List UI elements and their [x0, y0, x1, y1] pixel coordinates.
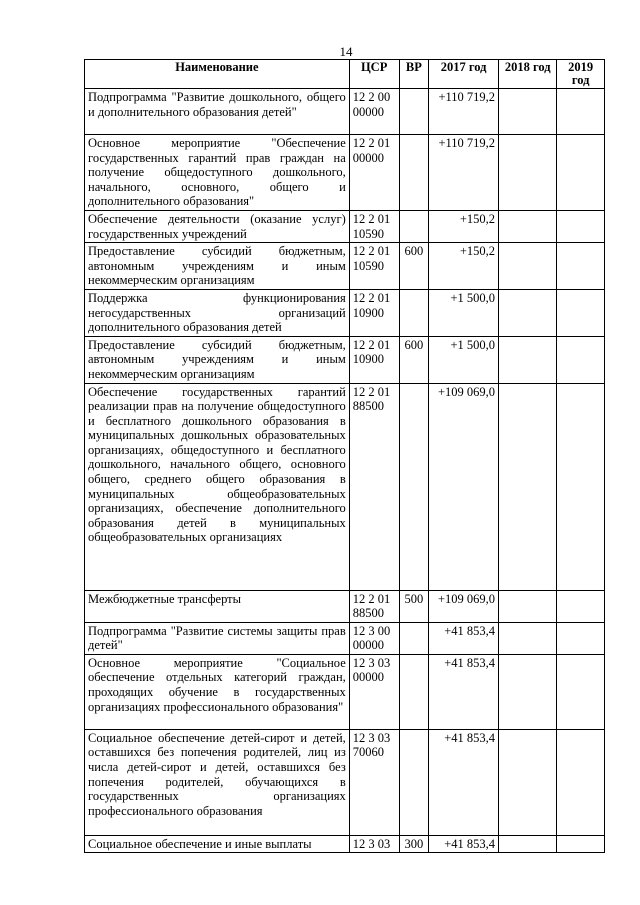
header-vr: ВР: [399, 60, 429, 89]
row-2019: [557, 210, 605, 242]
row-vr: [399, 383, 429, 590]
table-row: [85, 336, 605, 383]
row-csr: 12 2 01 10590: [349, 210, 399, 242]
row-2018: [499, 622, 557, 654]
row-2018: [499, 210, 557, 242]
header-2018: 2018 год: [499, 60, 557, 89]
row-csr: 12 3 03 70060: [349, 729, 399, 835]
table-row: [85, 89, 605, 135]
row-name: Подпрограмма "Развитие системы защиты прав детей": [85, 622, 350, 654]
row-vr: [399, 654, 429, 729]
row-2019: [557, 135, 605, 211]
row-2018: [499, 835, 557, 853]
row-2019: [557, 383, 605, 590]
row-2017: +110 719,2: [429, 135, 499, 211]
row-2019: [557, 289, 605, 336]
row-name: Подпрограмма "Развитие дошкольного, общего и дополнительного образования детей": [85, 89, 350, 135]
row-2018: [499, 654, 557, 729]
row-2019: [557, 336, 605, 383]
row-name: Основное мероприятие "Социальное обеспечение отдельных категорий граждан, проходящих обучение в государственных организациях профессионального образования": [85, 654, 350, 729]
row-2017: +41 853,4: [429, 729, 499, 835]
row-name: Обеспечение государственных гарантий реализации прав на получение общедоступного и бесплатного дошкольного образования в муниципальных дошкольных образовательных организациях, общедоступного и бесплатного дошкольного, начального общего, основного общего, среднего общего образования в муниципальных общеобразовательных организациях, обеспечение дополнительного образования детей в муниципальных общеобразовательных организациях: [85, 383, 350, 590]
page-number: 14: [339, 44, 353, 59]
table-row: [85, 654, 605, 729]
table-header-row: [85, 60, 605, 89]
table-row: [85, 590, 605, 622]
row-2017: +109 069,0: [429, 590, 499, 622]
row-2018: [499, 89, 557, 135]
row-vr: [399, 89, 429, 135]
table-row: [85, 243, 605, 290]
row-name: Основное мероприятие "Обеспечение государственных гарантий прав граждан на получение общедоступного дошкольного, начального, основного, общего и дополнительного образования": [85, 135, 350, 211]
row-2019: [557, 89, 605, 135]
row-2019: [557, 654, 605, 729]
row-name: Социальное обеспечение и иные выплаты: [85, 835, 350, 853]
header-name: Наименование: [85, 60, 350, 89]
row-2018: [499, 135, 557, 211]
row-2018: [499, 336, 557, 383]
table-row: [85, 135, 605, 211]
row-2018: [499, 729, 557, 835]
row-csr: 12 2 01 00000: [349, 135, 399, 211]
row-vr: [399, 135, 429, 211]
row-vr: [399, 622, 429, 654]
row-2017: +41 853,4: [429, 654, 499, 729]
row-vr: 500: [399, 590, 429, 622]
row-2019: [557, 622, 605, 654]
row-2017: +41 853,4: [429, 622, 499, 654]
table-row: [85, 383, 605, 590]
row-2018: [499, 383, 557, 590]
row-csr: 12 2 00 00000: [349, 89, 399, 135]
row-2019: [557, 590, 605, 622]
row-2018: [499, 243, 557, 290]
row-csr: 12 2 01 10900: [349, 289, 399, 336]
row-csr: 12 2 01 10900: [349, 336, 399, 383]
row-vr: [399, 289, 429, 336]
row-name: Предоставление субсидий бюджетным, автономным учреждениям и иным некоммерческим организациям: [85, 336, 350, 383]
row-2017: +150,2: [429, 243, 499, 290]
table-row: [85, 289, 605, 336]
table-row: [85, 622, 605, 654]
row-2017: +109 069,0: [429, 383, 499, 590]
header-csr: ЦСР: [349, 60, 399, 89]
table-row: [85, 835, 605, 853]
row-vr: 600: [399, 336, 429, 383]
header-2019: 2019 год: [557, 60, 605, 89]
row-vr: 600: [399, 243, 429, 290]
row-vr: [399, 729, 429, 835]
budget-table: [84, 59, 605, 853]
row-2017: +150,2: [429, 210, 499, 242]
row-2018: [499, 590, 557, 622]
row-name: Обеспечение деятельности (оказание услуг) государственных учреждений: [85, 210, 350, 242]
row-csr: 12 3 03 00000: [349, 654, 399, 729]
row-csr: 12 2 01 88500: [349, 590, 399, 622]
row-csr: 12 3 00 00000: [349, 622, 399, 654]
row-2017: +110 719,2: [429, 89, 499, 135]
row-2018: [499, 289, 557, 336]
row-2019: [557, 243, 605, 290]
row-vr: [399, 210, 429, 242]
row-name: Предоставление субсидий бюджетным, автономным учреждениям и иным некоммерческим организациям: [85, 243, 350, 290]
row-vr: 300: [399, 835, 429, 853]
row-2019: [557, 835, 605, 853]
row-csr: 12 2 01 10590: [349, 243, 399, 290]
row-csr: 12 2 01 88500: [349, 383, 399, 590]
row-2019: [557, 729, 605, 835]
row-2017: +1 500,0: [429, 336, 499, 383]
row-name: Межбюджетные трансферты: [85, 590, 350, 622]
row-csr: 12 3 03: [349, 835, 399, 853]
row-2017: +41 853,4: [429, 835, 499, 853]
row-2017: +1 500,0: [429, 289, 499, 336]
row-name: Поддержка функционирования негосударственных организаций дополнительного образования детей: [85, 289, 350, 336]
table-row: [85, 729, 605, 835]
table-row: [85, 210, 605, 242]
header-2017: 2017 год: [429, 60, 499, 89]
row-name: Социальное обеспечение детей-сирот и детей, оставшихся без попечения родителей, лиц из числа детей-сирот и детей, оставшихся без попечения родителей, обучающихся в государственных организациях профессионального образования: [85, 729, 350, 835]
